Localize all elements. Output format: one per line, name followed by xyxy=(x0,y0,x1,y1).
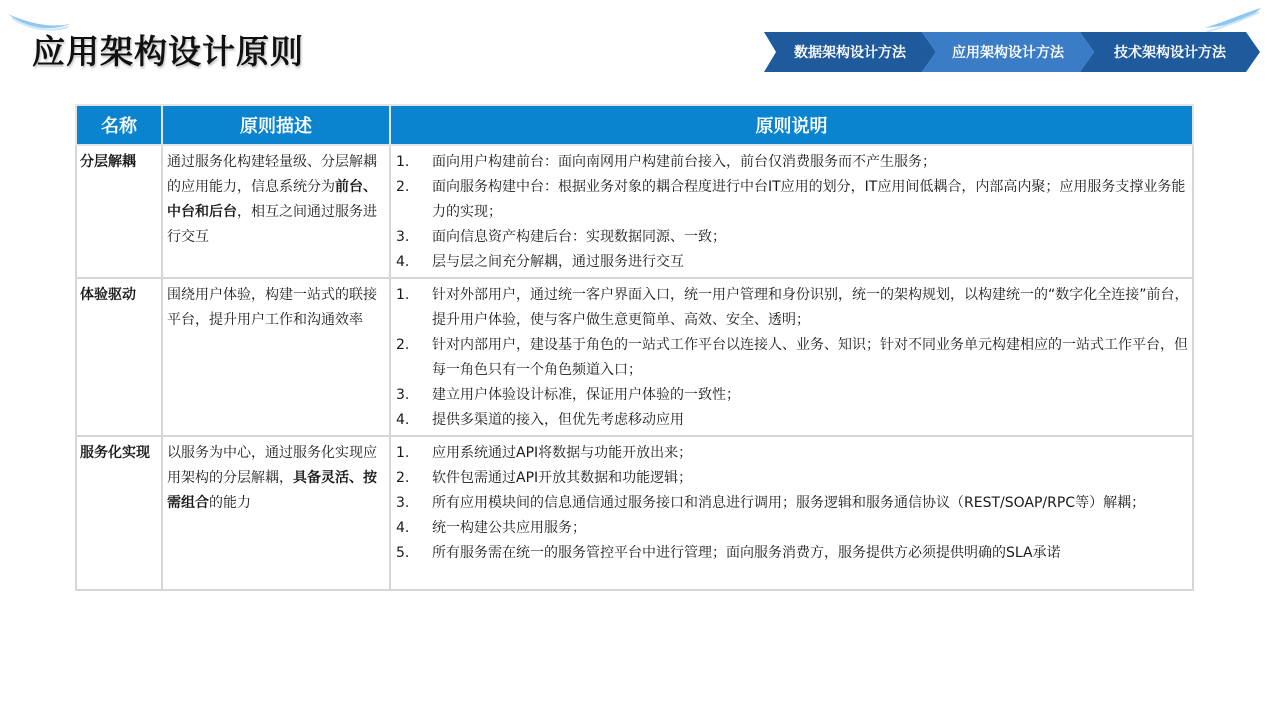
header-explanation: 原则说明 xyxy=(390,105,1193,145)
principle-explanation xyxy=(390,436,1193,590)
list-item: 4. 提供多渠道的接入，但优先考虑移动应用 xyxy=(396,412,684,428)
table-row xyxy=(76,278,1193,436)
principle-explanation xyxy=(390,145,1193,278)
nav-step-label: 技术架构设计方法 xyxy=(1114,45,1226,61)
header-name: 名称 xyxy=(76,105,162,145)
section-nav xyxy=(764,32,1260,72)
nav-step-data-architecture[interactable] xyxy=(764,32,936,72)
principle-name: 分层解耦 xyxy=(76,145,162,278)
principle-name: 体验驱动 xyxy=(76,278,162,436)
principle-name: 服务化实现 xyxy=(76,436,162,590)
nav-step-tech-architecture[interactable] xyxy=(1080,32,1260,72)
principle-explanation xyxy=(390,278,1193,436)
list-item: 5. 所有服务需在统一的服务管控平台中进行管理；面向服务消费方，服务提供方必须提供明确的SLA承诺 xyxy=(396,545,1061,561)
list-item: 2. 软件包需通过API开放其数据和功能逻辑； xyxy=(396,470,693,486)
list-item: 3. 建立用户体验设计标准，保证用户体验的一致性； xyxy=(396,387,740,403)
principles-table xyxy=(75,104,1192,591)
page-title: 应用架构设计原则 xyxy=(32,32,304,71)
list-item: 4. 层与层之间充分解耦，通过服务进行交互 xyxy=(396,254,684,270)
list-item: 4. 统一构建公共应用服务； xyxy=(396,520,586,536)
principle-description: 通过服务化构建轻量级、分层解耦的应用能力，信息系统分为前台、中台和后台，相互之间通过服务进行交互 xyxy=(162,145,390,278)
table-row xyxy=(76,436,1193,590)
list-item: 2. 面向服务构建中台：根据业务对象的耦合程度进行中台IT应用的划分，IT应用间低耦合，内部高内聚；应用服务支撑业务能力的实现； xyxy=(396,179,1186,220)
table-header-row xyxy=(76,105,1193,145)
table-row xyxy=(76,145,1193,278)
nav-step-label: 数据架构设计方法 xyxy=(794,45,906,61)
list-item: 3. 面向信息资产构建后台：实现数据同源、一致； xyxy=(396,229,726,245)
header-description: 原则描述 xyxy=(162,105,390,145)
nav-step-label: 应用架构设计方法 xyxy=(952,45,1064,61)
nav-step-app-architecture[interactable] xyxy=(922,32,1094,72)
list-item: 1. 面向用户构建前台：面向南网用户构建前台接入，前台仅消费服务而不产生服务； xyxy=(396,154,936,170)
list-item: 1. 针对外部用户，通过统一客户界面入口，统一用户管理和身份识别，统一的架构规划，以构建统一的“数字化全连接”前台，提升用户体验，使与客户做生意更简单、高效、安全、透明； xyxy=(396,287,1189,328)
list-item: 2. 针对内部用户，建设基于角色的一站式工作平台以连接人、业务、知识；针对不同业务单元构建相应的一站式工作平台，但每一角色只有一个角色频道入口； xyxy=(396,337,1188,378)
principle-description: 以服务为中心，通过服务化实现应用架构的分层解耦，具备灵活、按需组合的能力 xyxy=(162,436,390,590)
list-item: 1. 应用系统通过API将数据与功能开放出来； xyxy=(396,445,693,461)
list-item: 3. 所有应用模块间的信息通信通过服务接口和消息进行调用；服务逻辑和服务通信协议（REST/SOAP/RPC等）解耦； xyxy=(396,495,1146,511)
principle-description: 围绕用户体验，构建一站式的联接平台，提升用户工作和沟通效率 xyxy=(162,278,390,436)
